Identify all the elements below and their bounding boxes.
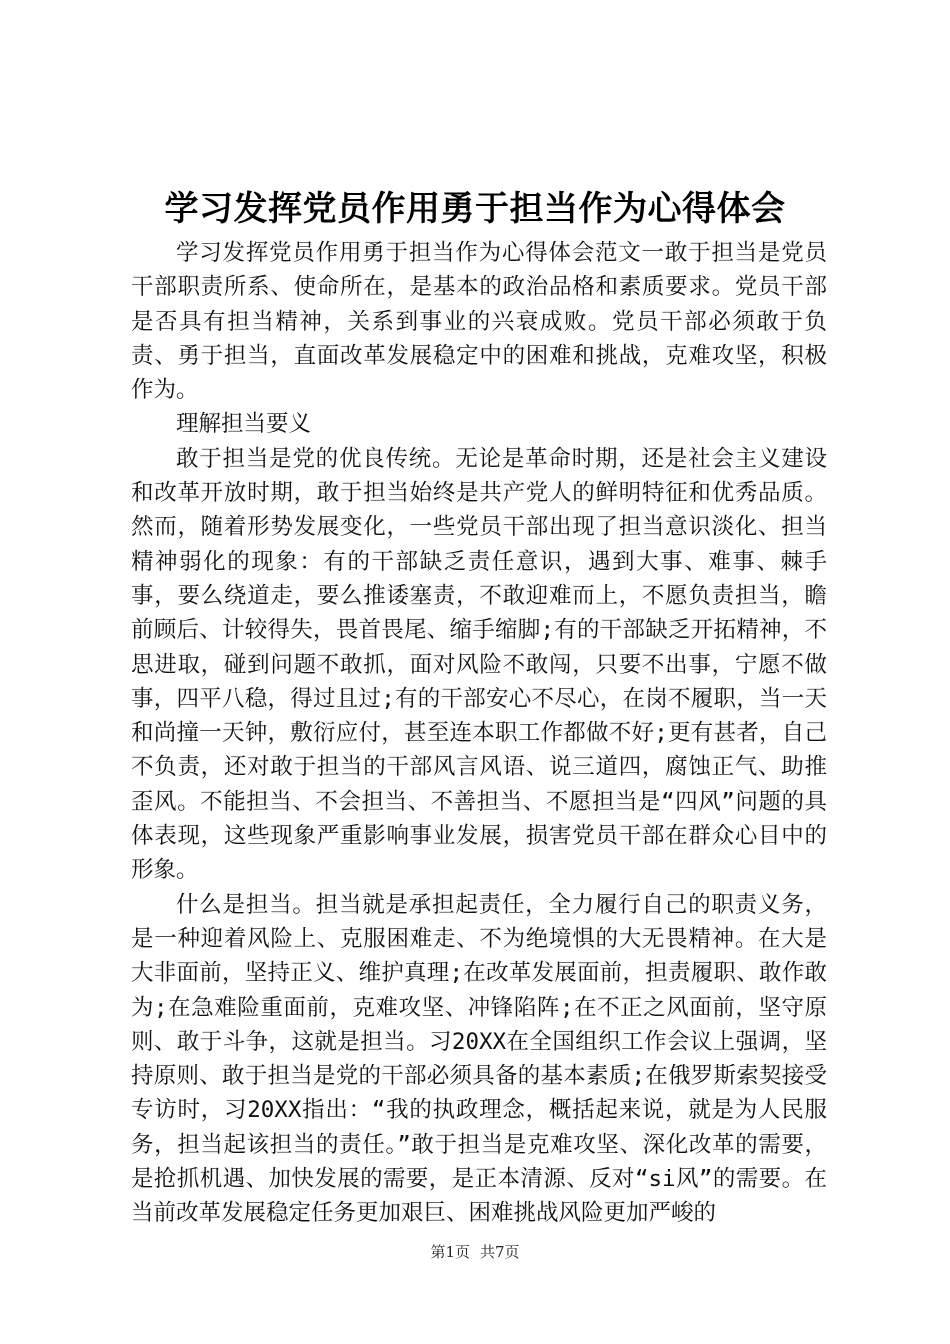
paragraph-tradition: 敢于担当是党的优良传统。无论是革命时期，还是社会主义建设和改革开放时期，敢于担当始终是共产党人的鲜明特征和优秀品质。然而，随着形势发展变化，一些党员干部出现了担当意识淡化、担当精神弱化的现象：有的干部缺乏责任意识，遇到大事、难事、棘手事，要么绕道走，要么推诿塞责，不敢迎难而上，不愿负责担当，瞻前顾后、计较得失，畏首畏尾、缩手缩脚;有的干部缺乏开拓精神，不思进取，碰到问题不敢抓，面对风险不敢闯，只要不出事，宁愿不做事，四平八稳，得过且过;有的干部安心不尽心，在岗不履职，当一天和尚撞一天钟，敷衍应付，甚至连本职工作都做不好;更有甚者，自己不负责，还对敢于担当的干部风言风语、说三道四，腐蚀正气、助推歪风。不能担当、不会担当、不善担当、不愿担当是“四风”问题的具体表现，这些现象严重影响事业发展，损害党员干部在群众心目中的形象。 [131, 445, 827, 884]
page-number: 第1页 [430, 1243, 470, 1261]
section-heading: 理解担当要义 [176, 411, 312, 438]
paragraph-definition: 什么是担当。担当就是承担起责任，全力履行自己的职责义务，是一种迎着风险上、克服困难走、不为绝境惧的大无畏精神。在大是大非面前，坚持正义、维护真理;在改革发展面前，担责履职、敢作敢为;在急难险重面前，克难攻坚、冲锋陷阵;在不正之风面前，坚守原则、敢于斗争，这就是担当。习20XX在全国组织工作会议上强调，坚持原则、敢于担当是党的干部必须具备的基本素质;在俄罗斯索契接受专访时，习20XX指出：“我的执政理念，概括起来说，就是为人民服务，担当起该担当的责任。”敢于担当是克难攻坚、深化改革的需要，是抢抓机遇、加快发展的需要，是正本清源、反对“si风”的需要。在当前改革发展稳定任务更加艰巨、困难挑战风险更加严峻的 [131, 891, 827, 1227]
page-footer [0, 1241, 950, 1263]
page-total: 共7页 [480, 1243, 520, 1261]
paragraph-intro: 学习发挥党员作用勇于担当作为心得体会范文一敢于担当是党员干部职责所系、使命所在，是基本的政治品格和素质要求。党员干部是否具有担当精神，关系到事业的兴衰成败。党员干部必须敢于负责、勇于担当，直面改革发展稳定中的困难和挑战，克难攻坚，积极作为。 [131, 240, 827, 404]
document-title: 学习发挥党员作用勇于担当作为心得体会 [164, 189, 786, 229]
document-body [131, 236, 827, 1231]
